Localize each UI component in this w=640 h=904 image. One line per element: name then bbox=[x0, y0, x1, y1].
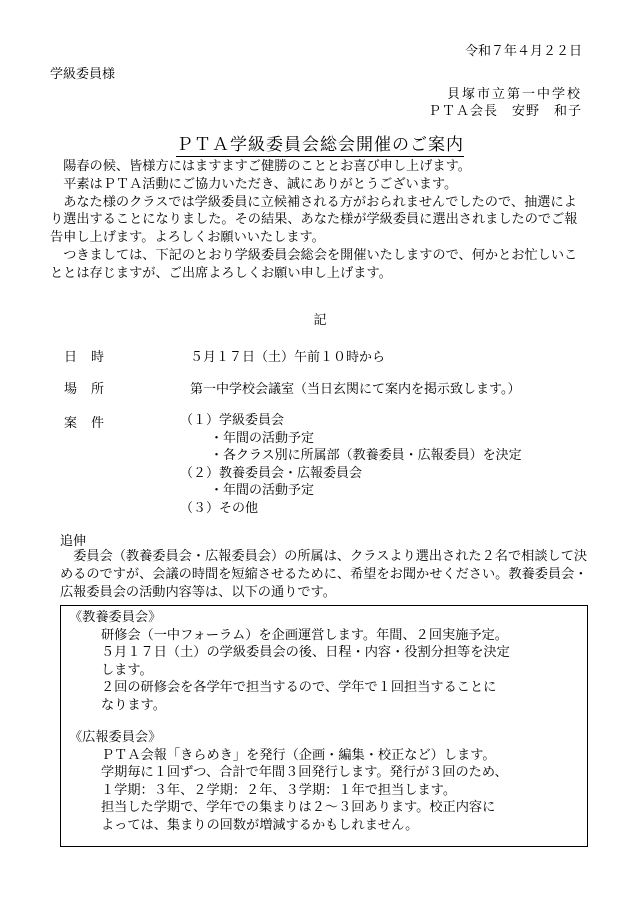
agenda-item: （１）学級委員会 bbox=[180, 413, 285, 428]
agenda-subitem: ・各クラス別に所属部（教養委員・広報委員）を決定 bbox=[210, 448, 522, 463]
kyouyou-line: ５月１７日（土）の学級委員会の後、日程・内容・役割分担等を決定 bbox=[101, 645, 510, 660]
agenda-label: 案件 bbox=[64, 416, 119, 431]
agenda-item: （２）教養委員会・広報委員会 bbox=[180, 465, 363, 481]
agenda-subitem: ・年間の活動予定 bbox=[210, 430, 315, 446]
ki-heading: 記 bbox=[313, 313, 327, 328]
committee-info-content bbox=[69, 609, 510, 834]
postscript-label: 追伸 bbox=[60, 534, 87, 549]
body-paragraph: 平素はＰＴＡ活動にご協力いただき、誠にありがとうございます。 bbox=[63, 176, 458, 192]
agenda-item: （３）その他 bbox=[180, 500, 259, 516]
postscript-text: 委員会（教養委員会・広報委員会）の所属は、クラスより選出された２名で相談して決めるのですが、会議の時間を短縮させるために、希望をお聞かせください。教養委員会・広報委員会の活動内容等は、以下の通りです。 bbox=[60, 549, 588, 600]
recipient: 学級委員様 bbox=[50, 67, 116, 82]
agenda-list bbox=[180, 412, 522, 517]
kyouyou-line: なります。 bbox=[101, 697, 166, 713]
datetime-value: ５月１７日（土）午前１０時から bbox=[190, 350, 386, 365]
agenda-subitem: ・年間の活動予定 bbox=[210, 483, 315, 498]
committee-info-box bbox=[60, 605, 588, 847]
sender-name: ＰＴＡ会長 安野 和子 bbox=[427, 104, 582, 119]
kouhou-line: １学期：３年、２学期：２年、３学期：１年で担当します。 bbox=[101, 782, 457, 798]
kyouyou-heading: 《教養委員会》 bbox=[69, 610, 162, 625]
body-paragraph: つきましては、下記のとおり学級委員会総会を開催いたしますので、何かとお忙しいこととは存じますが、ご出席よろしくお願い申し上げます。 bbox=[50, 247, 578, 281]
kyouyou-line: します。 bbox=[101, 662, 153, 678]
letter-body bbox=[50, 158, 590, 283]
place-label: 場所 bbox=[64, 382, 119, 397]
kyouyou-line: ２回の研修会を各学年で担当するので、学年で１回担当することに bbox=[101, 680, 497, 695]
kouhou-heading: 《広報委員会》 bbox=[69, 730, 162, 745]
section-gap bbox=[69, 714, 510, 729]
kouhou-line: 学期毎に１回ずつ、合計で年間３回発行します。発行が３回のため、 bbox=[101, 765, 508, 780]
document-title bbox=[0, 130, 640, 155]
place-value: 第一中学校会議室（当日玄関にて案内を掲示致します。） bbox=[190, 382, 521, 397]
date: 令和７年４月２２日 bbox=[464, 44, 582, 59]
kyouyou-line: 研修会（一中フォーラム）を企画運営します。年間、２回実施予定。 bbox=[101, 627, 508, 643]
kouhou-line: よっては、集まりの回数が増減するかもしれません。 bbox=[101, 817, 419, 833]
document-title-text: ＰＴＡ学級委員会総会開催のご案内 bbox=[176, 135, 464, 155]
body-paragraph: あなた様のクラスでは学級委員に立候補される方がおられませんでしたので、抽選により選出することになりました。その結果、あなた様が学級委員に選出されましたのでご報告申し上げます。よろしくお願いいたします。 bbox=[50, 194, 578, 246]
body-paragraph: 陽春の候、皆様方にはますますご健勝のこととお喜び申し上げます。 bbox=[63, 159, 471, 174]
datetime-label: 日時 bbox=[64, 350, 119, 365]
school-name: 貝塚市立第一中学校 bbox=[446, 87, 582, 102]
kouhou-line: ＰＴＡ会報「きらめき」を発行（企画・編集・校正など）します。 bbox=[101, 747, 496, 763]
kouhou-line: 担当した学期で、学年での集まりは２～３回あります。校正内容に bbox=[101, 800, 496, 815]
